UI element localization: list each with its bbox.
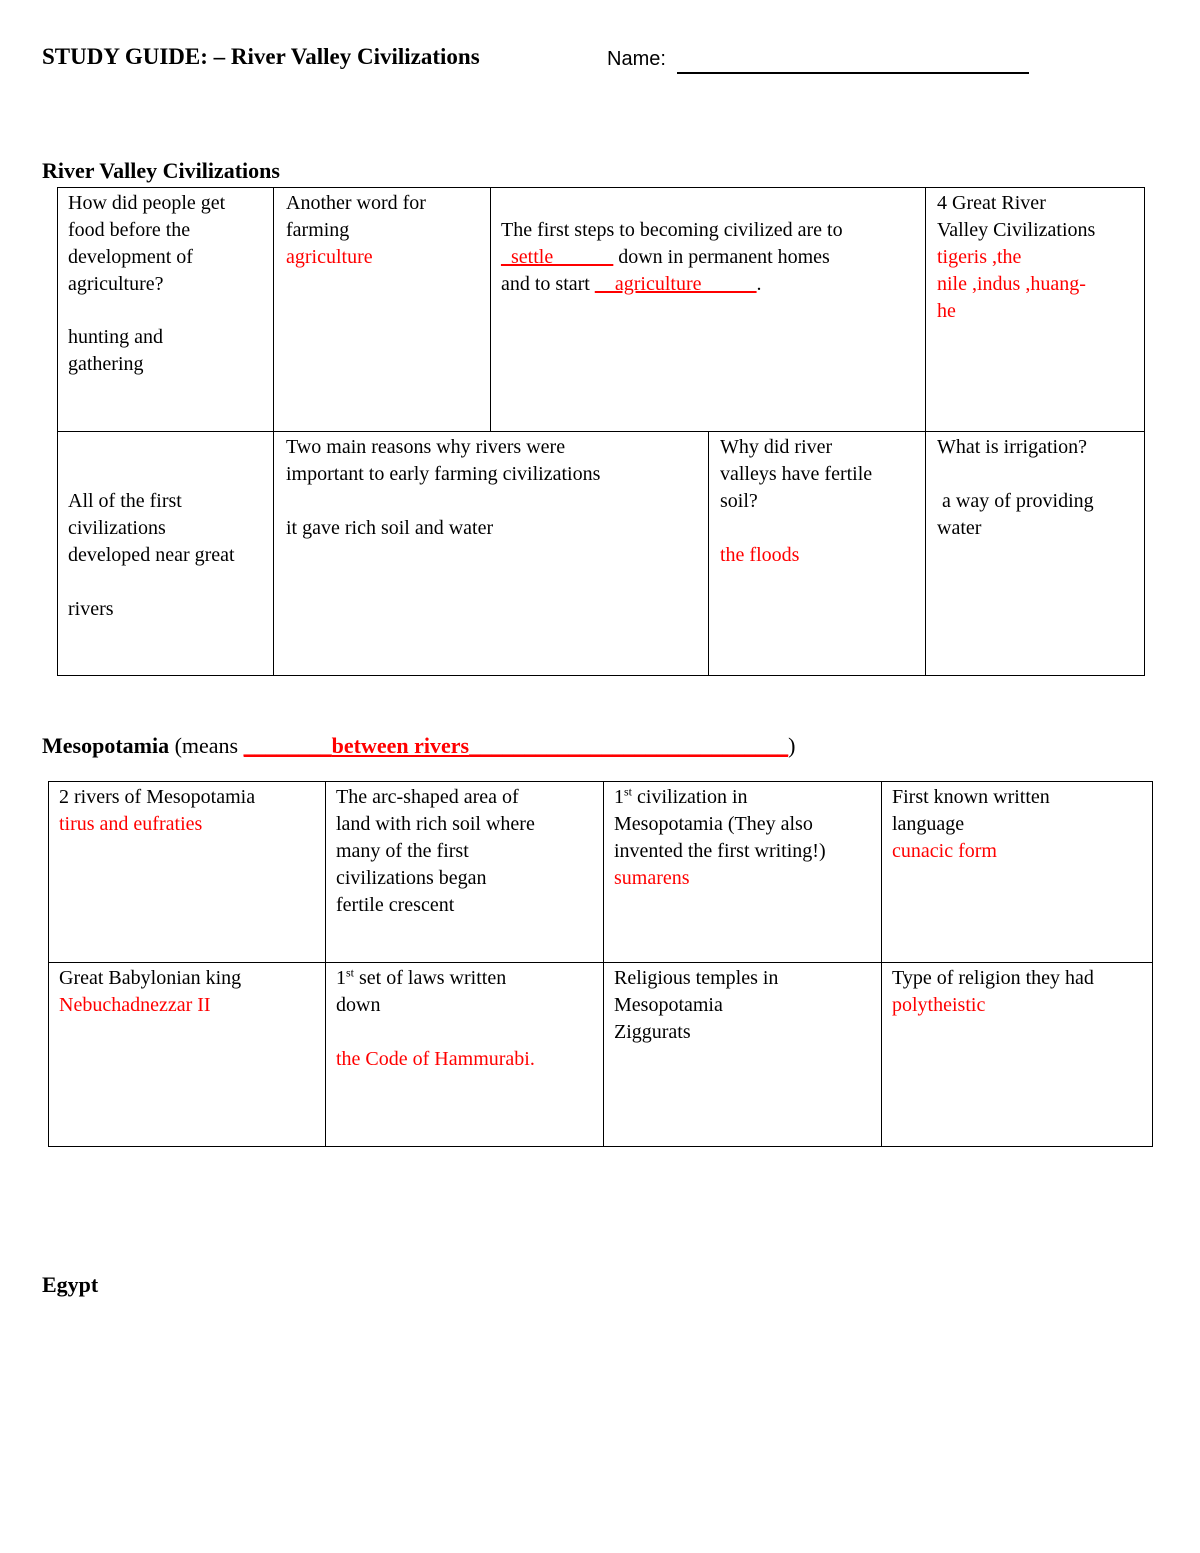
question-text: agriculture? xyxy=(68,273,164,295)
answer-text: fertile crescent xyxy=(336,894,455,916)
question-text: many of the first xyxy=(336,840,469,862)
cell-first-civilization xyxy=(603,781,882,963)
cell-food-before-agriculture xyxy=(57,187,274,432)
answer-text: cunacic form xyxy=(892,840,997,862)
ordinal-number: 1 xyxy=(614,786,624,808)
heading-text: (means xyxy=(169,733,244,758)
cell-first-civilizations-near xyxy=(57,431,274,676)
question-text: land with rich soil where xyxy=(336,813,535,835)
question-text: civilizations xyxy=(68,517,166,539)
cell-type-of-religion xyxy=(881,962,1153,1147)
question-text: Mesopotamia xyxy=(614,994,723,1016)
answer-text: sumarens xyxy=(614,867,690,889)
cell-four-great-civilizations xyxy=(925,187,1145,432)
answer-text: the Code of Hammurabi. xyxy=(336,1048,535,1070)
answer-blank-agriculture: __agriculture _____ xyxy=(594,273,757,295)
section-heading-egypt: Egypt xyxy=(42,1272,99,1297)
answer-blank-settle: _settle______ xyxy=(501,246,614,268)
section-heading-river-valley: River Valley Civilizations xyxy=(42,158,280,183)
answer-text: Ziggurats xyxy=(614,1021,691,1043)
question-text: developed near great xyxy=(68,544,235,566)
question-text: set of laws written xyxy=(354,967,507,989)
question-text: Why did river xyxy=(720,436,833,458)
answer-text: nile ,indus ,huang- xyxy=(937,273,1086,295)
question-text: and to start xyxy=(501,273,595,295)
blank-line: _____________________________ xyxy=(469,733,789,758)
heading-bold-text: Mesopotamia xyxy=(42,733,170,758)
cell-reasons-rivers-important xyxy=(273,431,709,676)
question-text: food before the xyxy=(68,219,191,241)
question-text: The first steps to becoming civilized are to xyxy=(501,219,843,241)
question-text: down xyxy=(336,994,381,1016)
name-field-line[interactable] xyxy=(677,72,1029,74)
question-text: 4 Great River xyxy=(937,192,1046,214)
question-text: Type of religion they had xyxy=(892,967,1094,989)
question-text: farming xyxy=(286,219,350,241)
ordinal-suffix: st xyxy=(346,965,355,980)
answer-text: gathering xyxy=(68,353,144,375)
cell-babylonian-king xyxy=(48,962,326,1147)
answer-text: hunting and xyxy=(68,326,163,348)
question-text: civilizations began xyxy=(336,867,487,889)
ordinal-number: 1 xyxy=(336,967,346,989)
question-text: civilization in xyxy=(632,786,748,808)
answer-text: water xyxy=(937,517,982,539)
cell-fertile-soil xyxy=(708,431,926,676)
question-text: soil? xyxy=(720,490,758,512)
answer-text: Nebuchadnezzar II xyxy=(59,994,211,1016)
period: . xyxy=(756,273,762,295)
cell-religious-temples xyxy=(603,962,882,1147)
cell-first-steps-civilized xyxy=(490,187,926,432)
answer-text: tirus and eufraties xyxy=(59,813,203,835)
cell-two-rivers xyxy=(48,781,326,963)
question-text: development of xyxy=(68,246,193,268)
answer-text: he xyxy=(937,300,956,322)
page-title: STUDY GUIDE: – River Valley Civilizations xyxy=(42,44,480,69)
answer-text: agriculture xyxy=(286,246,373,268)
question-text: Great Babylonian king xyxy=(59,967,242,989)
answer-text: it gave rich soil and water xyxy=(286,517,494,539)
question-text: language xyxy=(892,813,965,835)
cell-first-laws xyxy=(325,962,604,1147)
question-text: First known written xyxy=(892,786,1050,808)
answer-text: the floods xyxy=(720,544,800,566)
ordinal-suffix: st xyxy=(624,784,633,799)
answer-text: polytheistic xyxy=(892,994,986,1016)
question-text: 2 rivers of Mesopotamia xyxy=(59,786,256,808)
answer-text: between rivers xyxy=(331,733,470,758)
question-text: How did people get xyxy=(68,192,226,214)
answer-text: tigeris ,the xyxy=(937,246,1022,268)
question-text: valleys have fertile xyxy=(720,463,873,485)
answer-text: a way of providing xyxy=(937,490,1094,512)
heading-text: ) xyxy=(788,733,796,758)
section-heading-mesopotamia xyxy=(42,733,795,759)
question-text: Religious temples in xyxy=(614,967,779,989)
question-text: down in permanent homes xyxy=(613,246,830,268)
question-text: Another word for xyxy=(286,192,426,214)
cell-arc-shaped-area xyxy=(325,781,604,963)
answer-text: rivers xyxy=(68,598,114,620)
cell-word-for-farming xyxy=(273,187,491,432)
question-text: What is irrigation? xyxy=(937,436,1087,458)
question-text: The arc-shaped area of xyxy=(336,786,519,808)
question-text: invented the first writing!) xyxy=(614,840,826,862)
question-text: Valley Civilizations xyxy=(937,219,1096,241)
cell-first-written-language xyxy=(881,781,1153,963)
blank-line: ________ xyxy=(243,733,332,758)
cell-irrigation xyxy=(925,431,1145,676)
name-label: Name: xyxy=(607,48,666,70)
question-text: All of the first xyxy=(68,490,182,512)
question-text: Mesopotamia (They also xyxy=(614,813,813,835)
question-text: important to early farming civilizations xyxy=(286,463,601,485)
question-text: Two main reasons why rivers were xyxy=(286,436,566,458)
